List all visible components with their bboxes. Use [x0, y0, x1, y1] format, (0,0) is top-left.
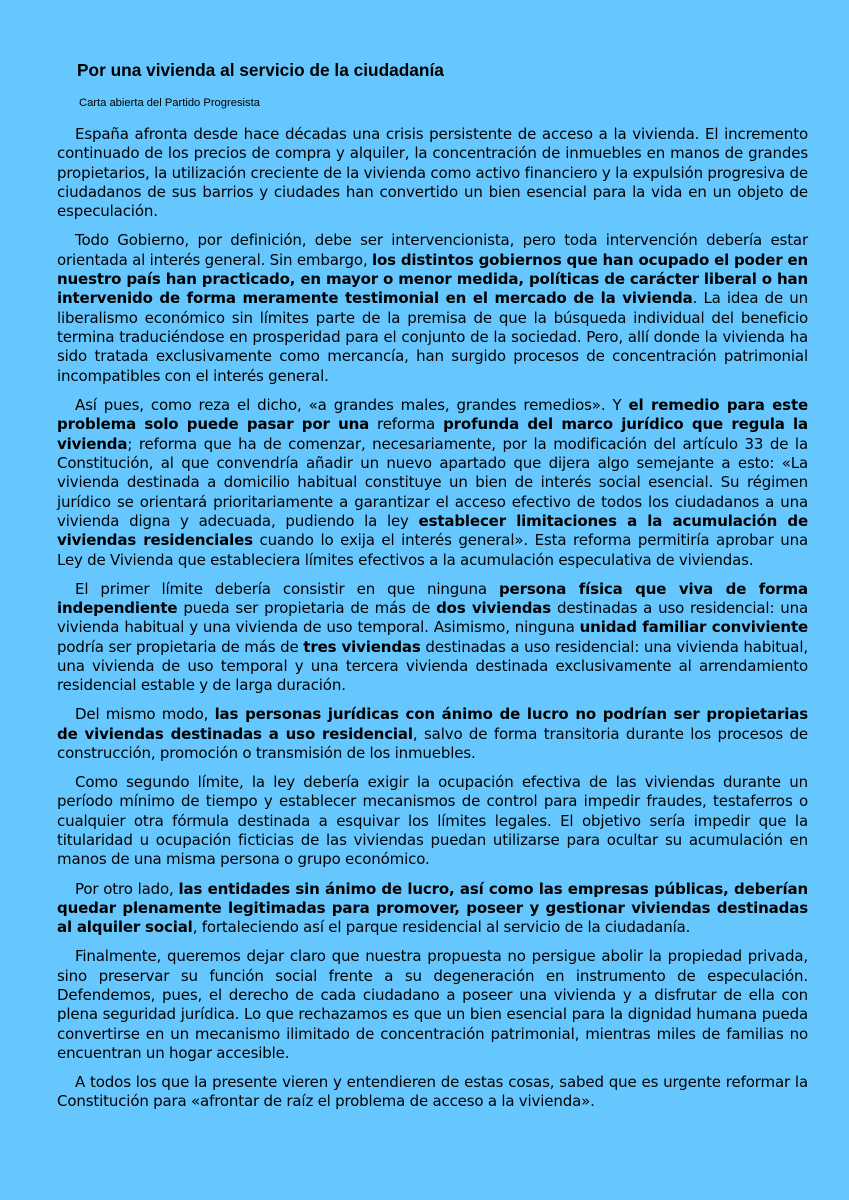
- document-subtitle: Carta abierta del Partido Progresista: [79, 97, 260, 109]
- bold-text-segment: las personas jurídicas con ánimo de lucro no podrían ser propietarias de viviendas destinadas a uso residencial: [57, 705, 809, 743]
- text-segment: pueda ser propietaria de más de: [177, 598, 437, 617]
- bold-text-segment: los distintos gobiernos que han ocupado el poder en nuestro país han practicado, en mayor o menor medida, políticas de carácter liberal o han intervenido de forma meramente testimonial en el mercado de la vivienda: [57, 250, 809, 308]
- text-segment: A todos los que la presente vieren y entendieren de estas cosas, sabed que es urgente reformar la Constitución para «afrontar de raíz el problema de acceso a la vivienda».: [57, 1072, 808, 1111]
- bold-text-segment: tres viviendas: [303, 637, 421, 656]
- text-segment: . La idea de un liberalismo económico sin límites parte de la premisa de que la búsqueda individual del beneficio termina traduciéndose en prosperidad para el conjunto de la sociedad. Pero, allí donde la vivienda ha sido tratada exclusivamente como mercancía, han surgido procesos de concentración patrimonial incompatibles con el interés general.: [57, 289, 808, 385]
- paragraph: [57, 396, 808, 570]
- text-segment: El primer límite debería consistir en que ninguna: [75, 579, 499, 598]
- text-segment: Todo Gobierno, por definición, debe ser intervencionista, pero toda intervención debería estar orientada al interés general. Sin embargo,: [57, 231, 808, 269]
- text-segment: reforma: [369, 415, 444, 434]
- bold-text-segment: establecer limitaciones a la acumulación de viviendas residenciales: [57, 511, 808, 550]
- text-segment: , salvo de forma transitoria durante los procesos de construcción, promoción o transmisión de los inmuebles.: [57, 724, 808, 763]
- bold-text-segment: unidad familiar conviviente: [579, 618, 808, 637]
- paragraph: [57, 1073, 808, 1112]
- text-segment: podría ser propietaria de más de: [57, 637, 304, 656]
- text-segment: Por otro lado,: [75, 879, 179, 898]
- paragraph: [57, 773, 808, 870]
- text-segment: Así pues, como reza el dicho, «a grandes males, grandes remedios». Y: [75, 395, 629, 414]
- paragraph: [57, 231, 808, 386]
- paragraph: [57, 125, 808, 222]
- paragraph: [57, 947, 808, 1063]
- text-segment: cuando lo exija el interés general». Esta reforma permitiría aprobar una Ley de Vivienda que estableciera límites efectivos a la acumulación especulativa de viviendas.: [57, 531, 808, 569]
- bold-text-segment: dos viviendas: [436, 598, 552, 617]
- document-title: Por una vivienda al servicio de la ciudadanía: [77, 60, 444, 80]
- bold-text-segment: persona física que viva de forma independiente: [57, 579, 808, 617]
- text-segment: destinadas a uso residencial: una vivienda habitual, una vivienda de uso temporal y una tercera vivienda destinada exclusivamente al arrendamiento residencial estable y de larga duración.: [57, 637, 808, 695]
- text-segment: , fortaleciendo así el parque residencial al servicio de la ciudadanía.: [192, 918, 691, 937]
- paragraph: [57, 880, 808, 938]
- bold-text-segment: profunda del marco jurídico que regula la vivienda: [57, 415, 808, 453]
- bold-text-segment: las entidades sin ánimo de lucro, así como las empresas públicas, deberían quedar plenamente legitimadas para promover, poseer y gestionar viviendas destinadas al alquiler social: [57, 879, 808, 937]
- text-segment: España afronta desde hace décadas una crisis persistente de acceso a la vivienda. El incremento continuado de los precios de compra y alquiler, la concentración de inmuebles en manos de grandes propietarios, la utilización creciente de la vivienda como activo financiero y la expulsión progresiva de ciudadanos de sus barrios y ciudades han convertido un bien esencial para la vida en un objeto de especulación.: [57, 125, 808, 221]
- text-segment: ; reforma que ha de comenzar, necesariamente, por la modificación del artículo 33 de la Constitución, al que convendría añadir un nuevo apartado que dijera algo semejante a esto: «La vivienda destinada a domicilio habitual constituye un bien de interés social esencial. Su régimen jurídico se orientará prioritariamente a garantizar el acceso efectivo de todos los ciudadanos a una vivienda digna y adecuada, pudiendo la ley: [57, 434, 808, 530]
- bold-text-segment: el remedio para este problema solo puede pasar por una: [57, 395, 808, 434]
- text-segment: Como segundo límite, la ley debería exigir la ocupación efectiva de las viviendas durante un período mínimo de tiempo y establecer mecanismos de control para impedir fraudes, testaferros o cualquier otra fórmula destinada a esquivar los límites legales. El objetivo sería impedir que la titularidad u ocupación ficticias de las viviendas puedan utilizarse para ocultar su acumulación en manos de una misma persona o grupo económico.: [57, 773, 808, 869]
- paragraph: [57, 705, 808, 763]
- document-body: [57, 125, 808, 1112]
- text-segment: destinadas a uso residencial: una vivienda habitual y una vivienda de uso temporal. Asimismo, ninguna: [57, 598, 808, 637]
- text-segment: Finalmente, queremos dejar claro que nuestra propuesta no persigue abolir la propiedad privada, sino preservar su función social frente a su degeneración en instrumento de especulación. Defendemos, pues, el derecho de cada ciudadano a poseer una vivienda y a disfrutar de ella con plena seguridad jurídica. Lo que rechazamos es que un bien esencial para la dignidad humana pueda convertirse en un mecanismo ilimitado de concentración patrimonial, mientras miles de familias no encuentran un hogar accesible.: [57, 947, 808, 1062]
- text-segment: Del mismo modo,: [75, 705, 215, 724]
- paragraph: [57, 580, 808, 696]
